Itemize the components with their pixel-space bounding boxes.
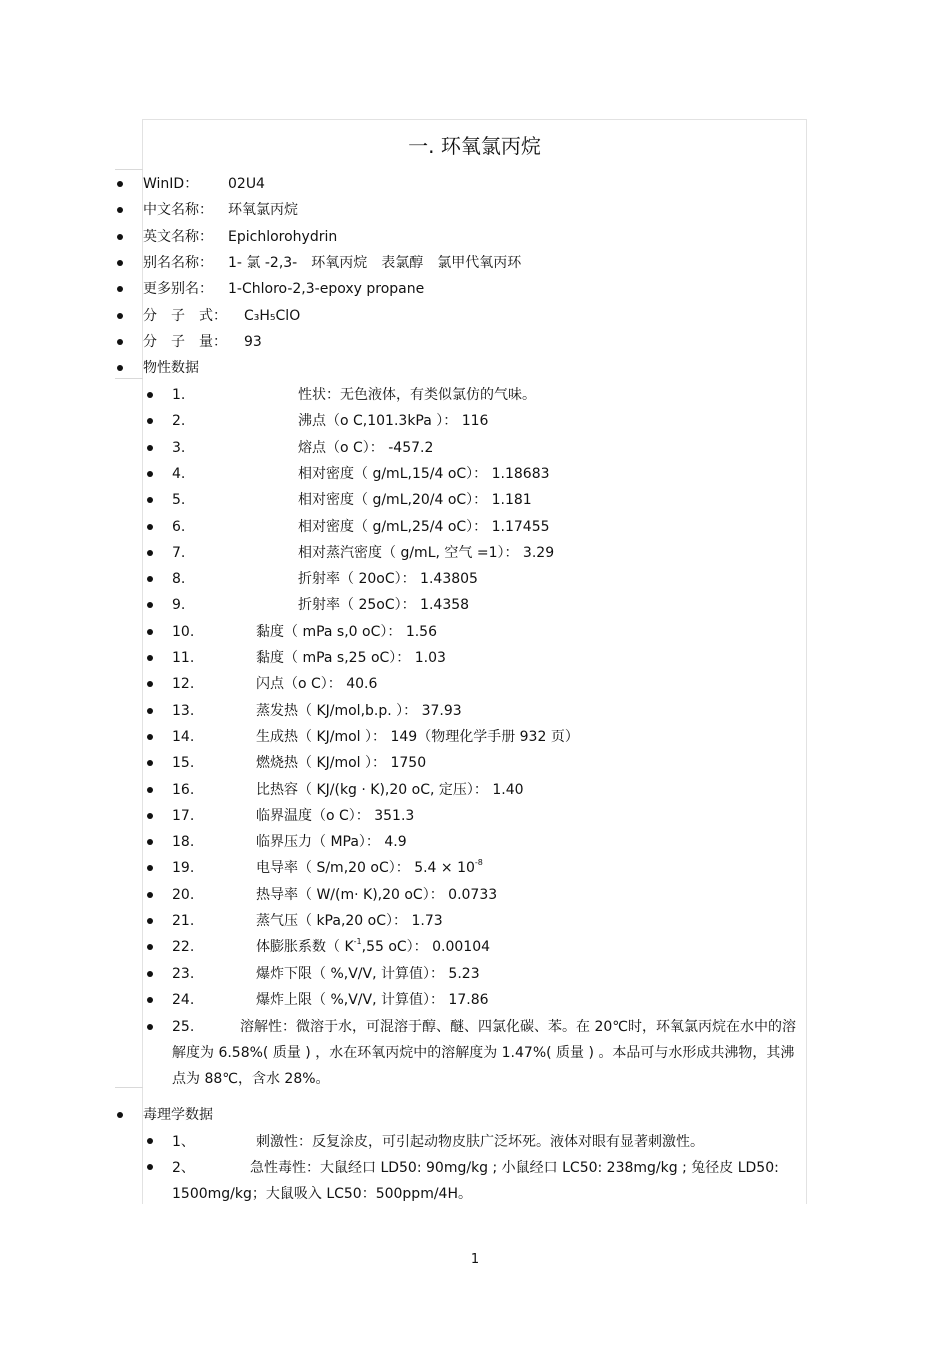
property-text bbox=[256, 991, 489, 1009]
item-number: 10. bbox=[172, 623, 195, 640]
toxicology-heading: 毒理学数据 bbox=[143, 1107, 213, 1123]
bullet-icon bbox=[147, 1138, 153, 1144]
info-label: 更多别名： bbox=[143, 281, 213, 298]
document-title: 一. 环氧氯丙烷 bbox=[408, 134, 541, 158]
property-main: 熔点（o C）： -457.2 bbox=[298, 439, 434, 456]
bullet-icon bbox=[117, 286, 123, 292]
property-main: 蒸发热（ KJ/mol,b.p. ）： 37.93 bbox=[256, 702, 462, 719]
item-number: 16. bbox=[172, 781, 195, 798]
property-main: 燃烧热（ KJ/mol ）： 1750 bbox=[256, 755, 427, 772]
property-text bbox=[256, 649, 446, 667]
info-label: WinID： bbox=[143, 176, 199, 192]
bullet-icon bbox=[147, 1024, 153, 1030]
info-label: 中文名称： bbox=[143, 202, 213, 219]
info-value: 环氧氯丙烷 bbox=[228, 202, 298, 219]
property-text bbox=[298, 386, 536, 404]
item-number: 4. bbox=[172, 465, 186, 482]
item-number: 3. bbox=[172, 439, 186, 456]
irritation-text: 刺激性：反复涂皮，可引起动物皮肤广泛坏死。液体对眼有显著刺激性。 bbox=[256, 1134, 704, 1150]
property-main: 相对蒸汽密度（ g/mL, 空气 =1）： 3.29 bbox=[298, 544, 555, 561]
rule-line bbox=[115, 1087, 143, 1088]
property-main: 闪点（o C）： 40.6 bbox=[256, 676, 378, 693]
bullet-icon bbox=[147, 971, 153, 977]
property-text bbox=[256, 965, 480, 983]
bullet-icon bbox=[117, 207, 123, 213]
item-number: 11. bbox=[172, 650, 195, 666]
property-main: 比热容（ KJ/(kg · K),20 oC, 定压）： 1.40 bbox=[256, 781, 524, 798]
bullet-icon bbox=[117, 339, 123, 345]
item-number: 22. bbox=[172, 939, 195, 956]
superscript: -1 bbox=[353, 937, 362, 947]
bullet-icon bbox=[147, 734, 153, 740]
property-text bbox=[256, 702, 462, 720]
bullet-icon bbox=[147, 787, 153, 793]
rule-line bbox=[115, 169, 143, 170]
property-main: 临界压力（ MPa）： 4.9 bbox=[256, 834, 407, 851]
info-value: Epichlorohydrin bbox=[228, 228, 338, 245]
info-value: 93 bbox=[244, 333, 262, 350]
physical-heading: 物性数据 bbox=[143, 360, 199, 376]
property-text bbox=[298, 491, 532, 509]
bullet-icon bbox=[147, 629, 153, 635]
item-number: 6. bbox=[172, 518, 186, 535]
item-number: 14. bbox=[172, 728, 195, 745]
info-label: 别名名称： bbox=[143, 254, 213, 271]
item-number: 20. bbox=[172, 886, 195, 903]
property-main: 沸点（o C,101.3kPa ）： 116 bbox=[298, 413, 489, 430]
property-text bbox=[256, 781, 524, 799]
property-main: 蒸气压（ kPa,20 oC）： 1.73 bbox=[256, 913, 443, 929]
superscript: -8 bbox=[474, 858, 483, 868]
item-number: 24. bbox=[172, 991, 195, 1008]
item-number: 2. bbox=[172, 413, 186, 430]
info-label: 英文名称： bbox=[143, 228, 213, 245]
property-text bbox=[256, 754, 426, 772]
property-text bbox=[256, 833, 407, 851]
item-number: 18. bbox=[172, 834, 195, 851]
item-number: 13. bbox=[172, 702, 195, 719]
bullet-icon bbox=[147, 655, 153, 661]
property-main: 电导率（ S/m,20 oC）： 5.4 × 10 bbox=[256, 860, 475, 877]
item-number: 7. bbox=[172, 544, 186, 561]
property-text bbox=[298, 439, 433, 457]
property-text bbox=[256, 886, 497, 904]
property-rest: ,55 oC）： 0.00104 bbox=[361, 939, 491, 956]
bullet-icon bbox=[117, 260, 123, 266]
property-main: 折射率（ 25oC）： 1.4358 bbox=[298, 597, 470, 614]
rule-line bbox=[115, 378, 143, 379]
item-number: 12. bbox=[172, 676, 195, 693]
bullet-icon bbox=[147, 524, 153, 530]
property-text bbox=[256, 675, 377, 693]
bullet-icon bbox=[117, 1112, 123, 1118]
property-main: 体膨胀系数（ K bbox=[256, 939, 354, 956]
property-text bbox=[256, 912, 443, 930]
item-number: 1. bbox=[172, 387, 186, 403]
bullet-icon bbox=[147, 392, 153, 398]
property-text bbox=[298, 412, 488, 430]
property-text bbox=[256, 623, 437, 641]
item-number: 25. bbox=[172, 1019, 195, 1035]
property-main: 生成热（ KJ/mol ）： 149（物理化学手册 932 页） bbox=[256, 728, 579, 745]
info-label: 分 子 量： bbox=[143, 333, 227, 350]
property-text bbox=[298, 596, 469, 614]
item-number: 1、 bbox=[172, 1134, 195, 1150]
bullet-icon bbox=[147, 892, 153, 898]
property-main: 热导率（ W/(m· K),20 oC）： 0.0733 bbox=[256, 886, 498, 903]
item-number: 15. bbox=[172, 755, 195, 772]
bullet-icon bbox=[147, 1164, 153, 1170]
property-text bbox=[298, 544, 554, 562]
property-text bbox=[256, 728, 579, 746]
bullet-icon bbox=[117, 234, 123, 240]
page-number: 1 bbox=[470, 1252, 480, 1267]
item-number: 19. bbox=[172, 860, 195, 877]
item-number: 5. bbox=[172, 492, 186, 509]
property-main: 相对密度（ g/mL,25/4 oC）： 1.17455 bbox=[298, 518, 550, 535]
property-text bbox=[298, 465, 550, 483]
item-number: 21. bbox=[172, 913, 195, 929]
property-main: 性状：无色液体，有类似氯仿的气味。 bbox=[298, 387, 536, 403]
bullet-icon bbox=[147, 550, 153, 556]
acute-toxicity-text: 急性毒性：大鼠经口 LD50: 90mg/kg ; 小鼠经口 LC50: 238mg/kg ; 兔径皮 LD50: 1500mg/kg；大鼠吸入 LC50：500ppm/4H。 bbox=[172, 1160, 779, 1202]
info-value: 1- 氯 -2,3- 环氧丙烷 表氯醇 氯甲代氧丙环 bbox=[228, 254, 522, 271]
bullet-icon bbox=[147, 708, 153, 714]
info-value: 1-Chloro-2,3-epoxy propane bbox=[228, 281, 425, 298]
item-number: 8. bbox=[172, 571, 186, 588]
property-text bbox=[256, 859, 483, 877]
item-number: 9. bbox=[172, 597, 186, 614]
solubility-text: 溶解性：微溶于水，可混溶于醇、醚、四氯化碳、苯。在 20℃时，环氧氯丙烷在水中的溶解度为 6.58%( 质量 ) ，水在环氧丙烷中的溶解度为 1.47%( 质量 ) 。本品可与水形成共沸物，其沸点为 88℃，含水 28%。 bbox=[172, 1019, 796, 1087]
bullet-icon bbox=[147, 997, 153, 1003]
bullet-icon bbox=[147, 445, 153, 451]
property-main: 临界温度（o C）： 351.3 bbox=[256, 807, 415, 824]
property-main: 黏度（ mPa s,0 oC）： 1.56 bbox=[256, 623, 437, 640]
property-text bbox=[298, 518, 550, 536]
property-text bbox=[256, 938, 490, 956]
bullet-icon bbox=[147, 471, 153, 477]
bullet-icon bbox=[147, 813, 153, 819]
info-value: 02U4 bbox=[228, 176, 265, 192]
item-number: 17. bbox=[172, 807, 195, 824]
property-main: 爆炸上限（ %,V/V, 计算值）： 17.86 bbox=[256, 991, 489, 1008]
bullet-icon bbox=[117, 313, 123, 319]
bullet-icon bbox=[147, 918, 153, 924]
property-main: 相对密度（ g/mL,15/4 oC）： 1.18683 bbox=[298, 465, 550, 482]
property-main: 黏度（ mPa s,25 oC）： 1.03 bbox=[256, 650, 446, 666]
item-number: 23. bbox=[172, 965, 195, 982]
bullet-icon bbox=[117, 365, 123, 371]
info-value: C₃H₅ClO bbox=[244, 307, 301, 324]
property-main: 相对密度（ g/mL,20/4 oC）： 1.181 bbox=[298, 492, 532, 509]
info-label: 分 子 式： bbox=[143, 307, 227, 324]
property-text bbox=[256, 807, 414, 825]
property-text bbox=[298, 570, 478, 588]
property-main: 折射率（ 20oC）： 1.43805 bbox=[298, 571, 478, 588]
item-number: 2、 bbox=[172, 1160, 195, 1176]
bullet-icon bbox=[117, 181, 123, 187]
property-main: 爆炸下限（ %,V/V, 计算值）： 5.23 bbox=[256, 965, 480, 982]
